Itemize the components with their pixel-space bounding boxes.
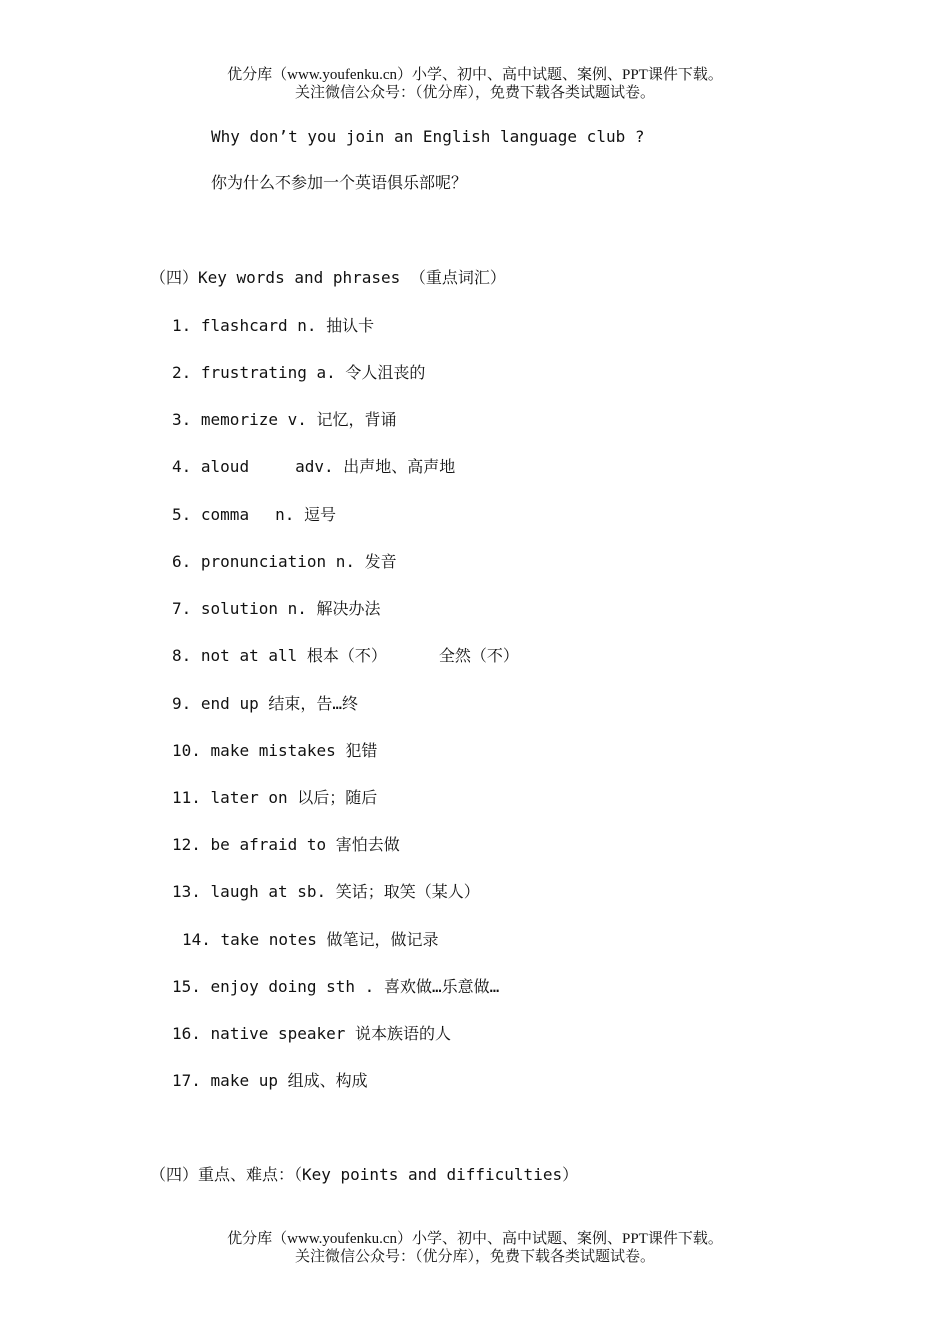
vocab-term: be afraid to bbox=[210, 835, 327, 854]
vocab-term: aloud bbox=[200, 457, 250, 476]
vocab-num: 13. bbox=[172, 882, 201, 901]
vocab-num: 8. bbox=[172, 646, 192, 665]
intro-english: Why don’t you join an English language club ? bbox=[211, 127, 645, 146]
vocab-item-5 bbox=[172, 505, 336, 525]
vocab-item-2 bbox=[172, 363, 425, 383]
vocab-item-9 bbox=[172, 694, 358, 714]
vocab-num: 9. bbox=[172, 694, 192, 713]
vocab-num: 4. bbox=[172, 457, 192, 476]
vocab-num: 5. bbox=[172, 505, 192, 524]
vocab-meaning: 根本（不） bbox=[306, 646, 387, 665]
vocab-term: flashcard n. bbox=[200, 316, 317, 335]
vocab-item-7 bbox=[172, 599, 381, 619]
vocab-term: enjoy doing sth . bbox=[210, 977, 375, 996]
vocab-num: 2. bbox=[172, 363, 192, 382]
vocab-num: 3. bbox=[172, 410, 192, 429]
vocab-meaning: 犯错 bbox=[345, 741, 378, 760]
header-line-1: 优分库（www.youfenku.cn）小学、初中、高中试题、案例、PPT课件下载。 bbox=[227, 67, 723, 83]
section-title-key-points: （四）重点、难点：（Key points and difficulties） bbox=[150, 1165, 579, 1184]
vocab-num: 7. bbox=[172, 599, 192, 618]
vocab-meaning: 说本族语的人 bbox=[355, 1024, 452, 1043]
vocab-term: solution n. bbox=[200, 599, 307, 618]
vocab-item-8 bbox=[172, 646, 519, 666]
vocab-term: make mistakes bbox=[210, 741, 336, 760]
vocab-meaning: 逗号 bbox=[303, 505, 336, 524]
vocab-item-6 bbox=[172, 552, 397, 572]
vocab-term: end up bbox=[200, 694, 259, 713]
vocab-item-4 bbox=[172, 457, 455, 477]
page-footer bbox=[0, 1230, 950, 1266]
vocab-num: 14. bbox=[182, 930, 211, 949]
vocab-item-12 bbox=[172, 835, 400, 855]
vocab-meaning: 记忆，背诵 bbox=[316, 410, 397, 429]
vocab-item-3 bbox=[172, 410, 397, 430]
vocab-num: 12. bbox=[172, 835, 201, 854]
vocab-meaning: 笑话；取笑（某人） bbox=[335, 882, 480, 901]
vocab-num: 1. bbox=[172, 316, 192, 335]
vocab-item-10 bbox=[172, 741, 377, 761]
vocab-term: laugh at sb. bbox=[210, 882, 327, 901]
vocab-meaning: 令人沮丧的 bbox=[345, 363, 426, 382]
vocab-item-13 bbox=[172, 882, 480, 902]
vocab-num: 15. bbox=[172, 977, 201, 996]
vocab-num: 17. bbox=[172, 1071, 201, 1090]
vocab-meaning: 抽认卡 bbox=[326, 316, 375, 335]
vocab-item-16 bbox=[172, 1024, 451, 1044]
footer-line-2: 关注微信公众号：（优分库），免费下载各类试题试卷。 bbox=[294, 1249, 655, 1265]
vocab-meaning: 解决办法 bbox=[316, 599, 381, 618]
vocab-term: native speaker bbox=[210, 1024, 346, 1043]
vocab-meaning: 出声地、高声地 bbox=[343, 457, 456, 476]
vocab-meaning: 结束，告…终 bbox=[268, 694, 358, 713]
vocab-term: memorize v. bbox=[200, 410, 307, 429]
vocab-num: 16. bbox=[172, 1024, 201, 1043]
vocab-meaning-alt: 全然（不） bbox=[438, 646, 519, 665]
vocab-num: 6. bbox=[172, 552, 192, 571]
vocab-term: not at all bbox=[200, 646, 298, 665]
section-title-key-words: （四）Key words and phrases （重点词汇） bbox=[150, 268, 506, 287]
header-line-2: 关注微信公众号：（优分库），免费下载各类试题试卷。 bbox=[294, 85, 655, 101]
vocab-term: comma bbox=[200, 505, 250, 524]
vocab-pos: adv. bbox=[295, 457, 334, 476]
vocab-num: 10. bbox=[172, 741, 201, 760]
vocab-term: make up bbox=[210, 1071, 278, 1090]
vocab-item-11 bbox=[172, 788, 377, 808]
vocab-meaning: 害怕去做 bbox=[335, 835, 400, 854]
vocab-meaning: 组成、构成 bbox=[287, 1071, 368, 1090]
page-header bbox=[0, 66, 950, 102]
vocab-term: frustrating a. bbox=[200, 363, 336, 382]
vocab-num: 11. bbox=[172, 788, 201, 807]
vocab-pos: n. bbox=[275, 505, 295, 524]
vocab-meaning: 做笔记，做记录 bbox=[326, 930, 439, 949]
vocab-item-15 bbox=[172, 977, 499, 997]
intro-chinese: 你为什么不参加一个英语俱乐部呢？ bbox=[211, 173, 468, 192]
vocab-meaning: 喜欢做…乐意做… bbox=[383, 977, 500, 996]
vocab-item-1 bbox=[172, 316, 374, 336]
vocab-item-17 bbox=[172, 1071, 368, 1091]
vocab-term: pronunciation n. bbox=[200, 552, 356, 571]
vocab-item-14 bbox=[182, 930, 439, 950]
vocab-term: take notes bbox=[220, 930, 317, 949]
vocab-meaning: 以后；随后 bbox=[297, 788, 378, 807]
footer-line-1: 优分库（www.youfenku.cn）小学、初中、高中试题、案例、PPT课件下载。 bbox=[227, 1231, 723, 1247]
vocab-meaning: 发音 bbox=[364, 552, 397, 571]
vocab-term: later on bbox=[210, 788, 288, 807]
